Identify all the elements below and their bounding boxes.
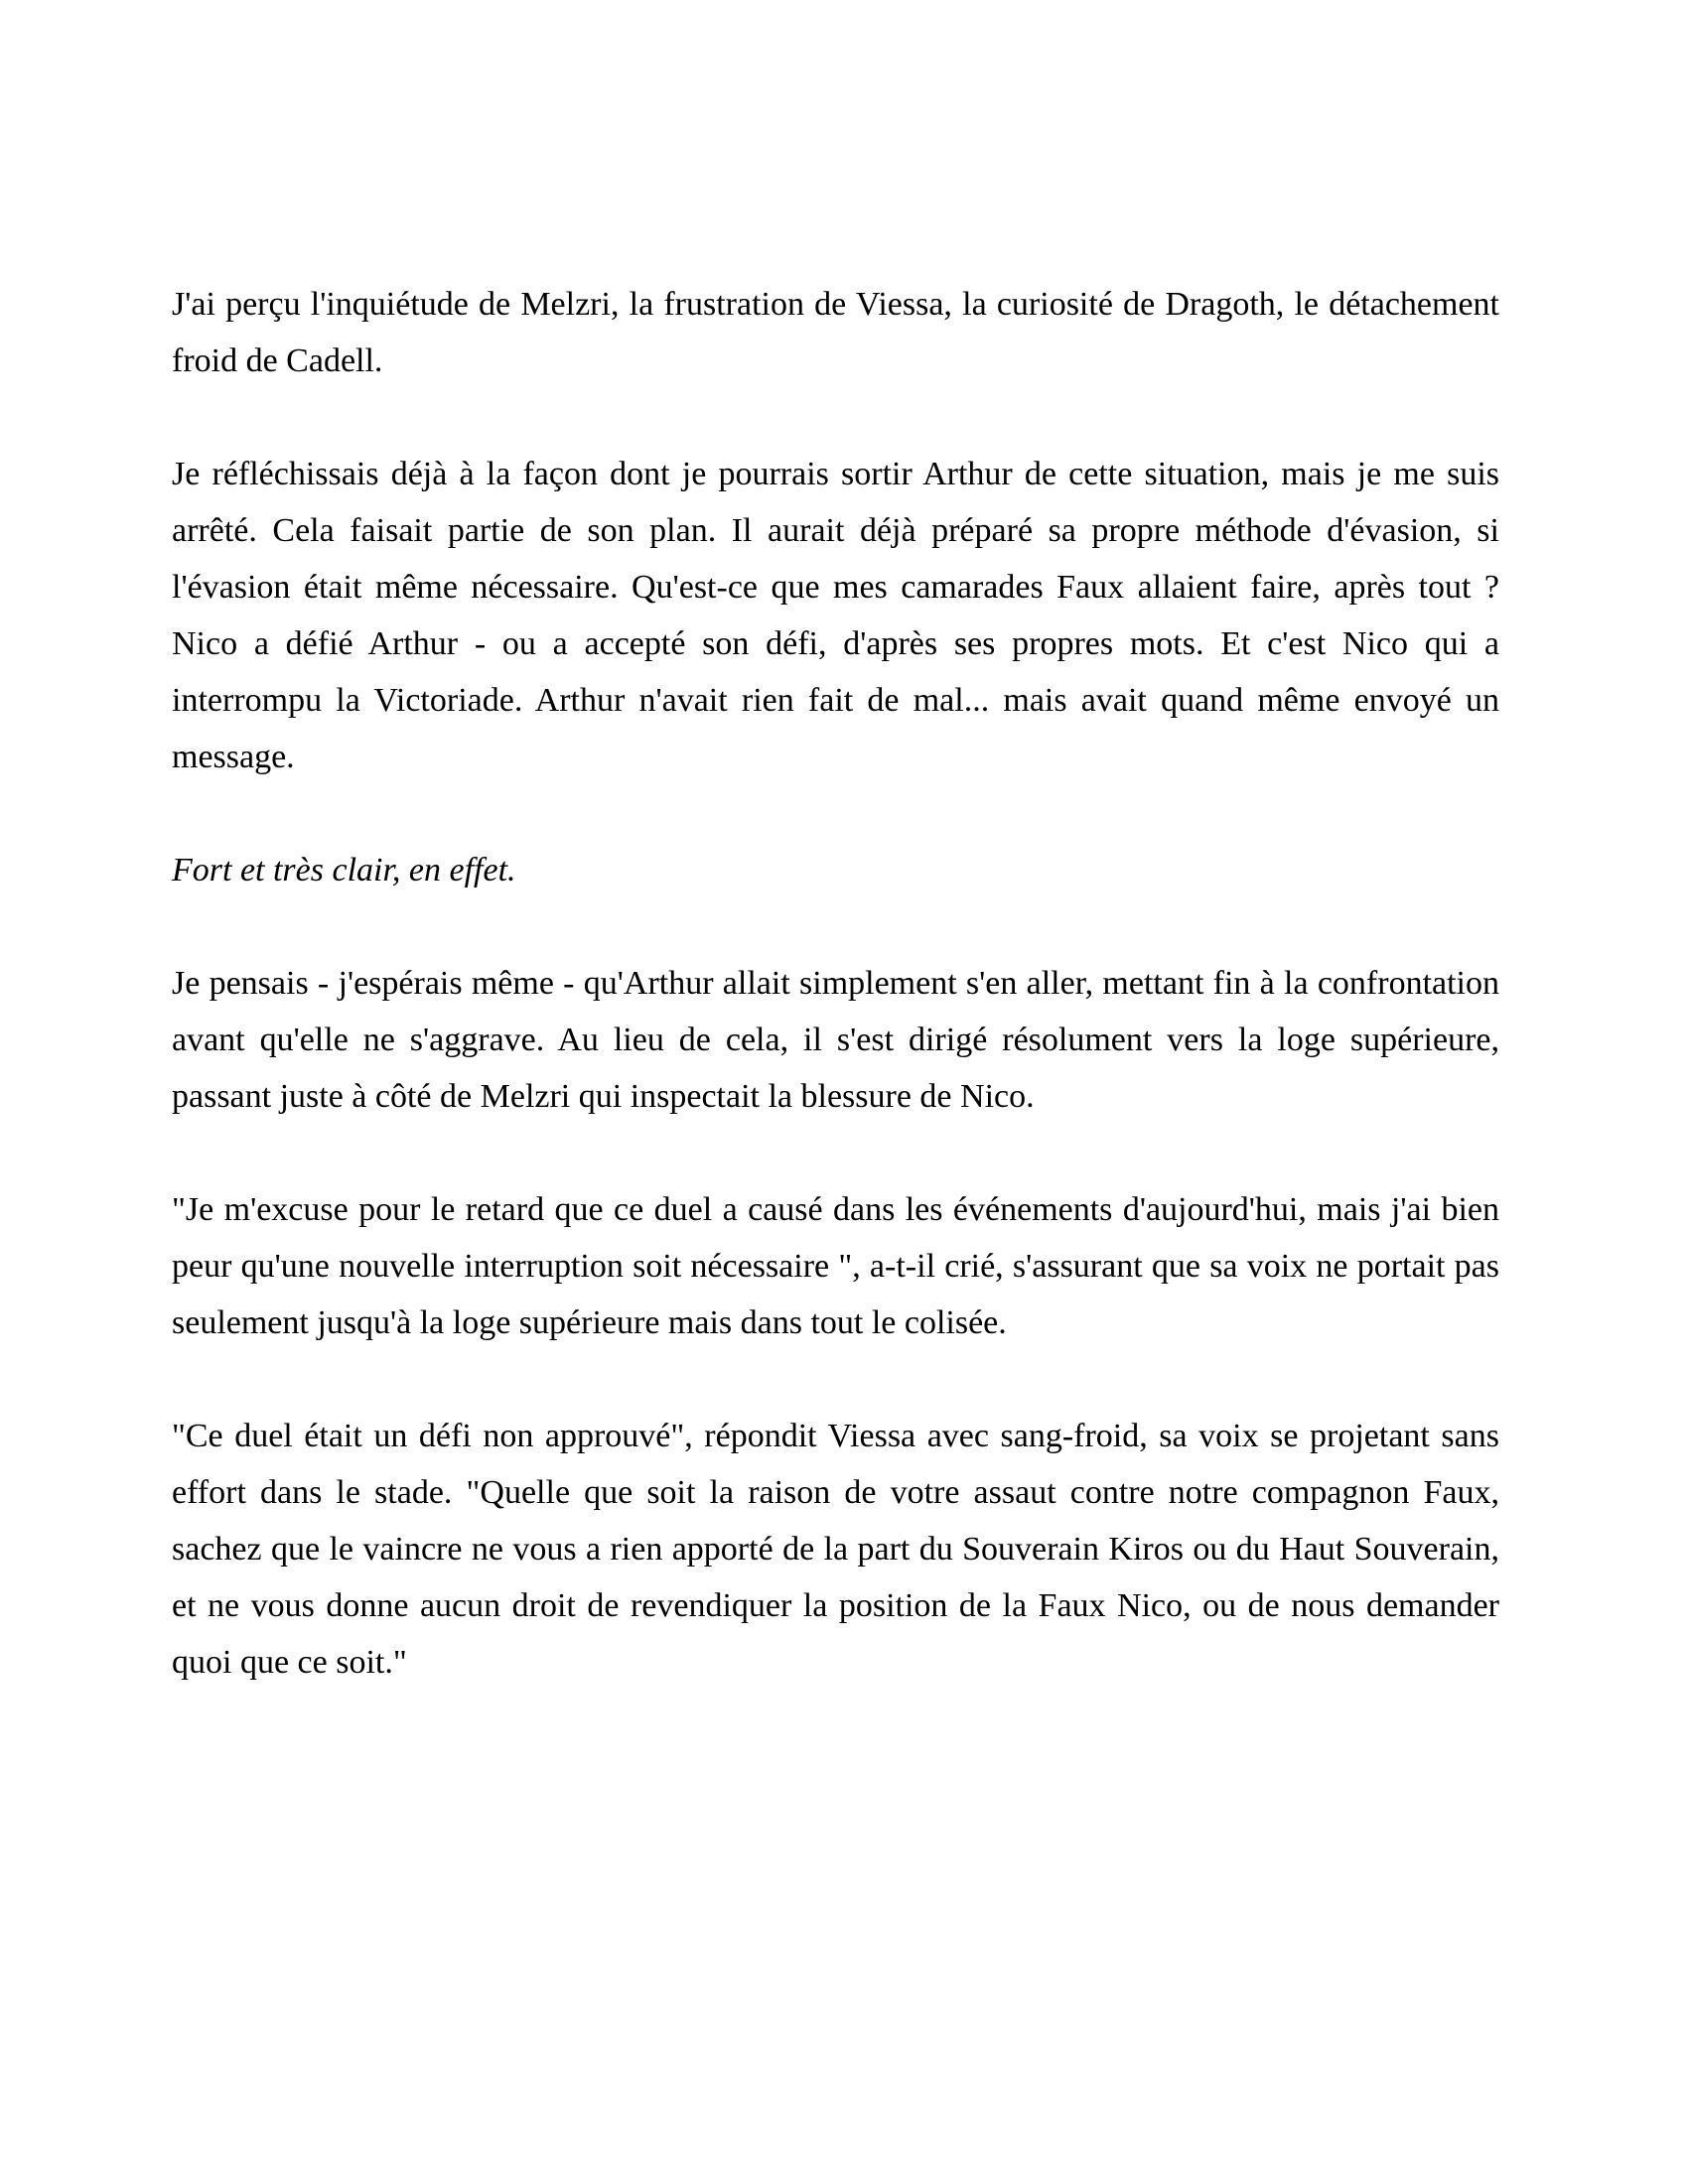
paragraph-5: "Je m'excuse pour le retard que ce duel a causé dans les événements d'aujourd'hui, mais j'ai bien peur qu'une nouvelle interruption soit nécessaire ", a-t-il crié, s'assurant que sa voix ne portait pas seulement jusqu'à la loge supérieure mais dans tout le colisée. xyxy=(172,1191,1499,1341)
paragraph-2: Je réfléchissais déjà à la façon dont je pourrais sortir Arthur de cette situation, mais je me suis arrêté. Cela faisait partie de son plan. Il aurait déjà préparé sa propre méthode d'évasion, si l'évasion était même nécessaire. Qu'est-ce que mes camarades Faux allaient faire, après tout ? Nico a défié Arthur - ou a accepté son défi, d'après ses propres mots. Et c'est Nico qui a interrompu la Victoriade. Arthur n'avait rien fait de mal... mais avait quand même envoyé un message. xyxy=(172,456,1499,775)
paragraph-1: J'ai perçu l'inquiétude de Melzri, la frustration de Viessa, la curiosité de Dragoth, le détachement froid de Cadell. xyxy=(172,286,1499,379)
paragraph-4: Je pensais - j'espérais même - qu'Arthur allait simplement s'en aller, mettant fin à la confrontation avant qu'elle ne s'aggrave. Au lieu de cela, il s'est dirigé résolument vers la loge supérieure, passant juste à côté de Melzri qui inspectait la blessure de Nico. xyxy=(172,965,1499,1115)
paragraph-6: "Ce duel était un défi non approuvé", répondit Viessa avec sang-froid, sa voix se projetant sans effort dans le stade. "Quelle que soit la raison de votre assaut contre notre compagnon Faux, sachez que le vaincre ne vous a rien apporté de la part du Souverain Kiros ou du Haut Souverain, et ne vous donne aucun droit de revendiquer la position de la Faux Nico, ou de nous demander quoi que ce soit." xyxy=(172,1418,1499,1681)
paragraph-3-italic: Fort et très clair, en effet. xyxy=(172,852,516,888)
text-block xyxy=(172,276,1499,1691)
